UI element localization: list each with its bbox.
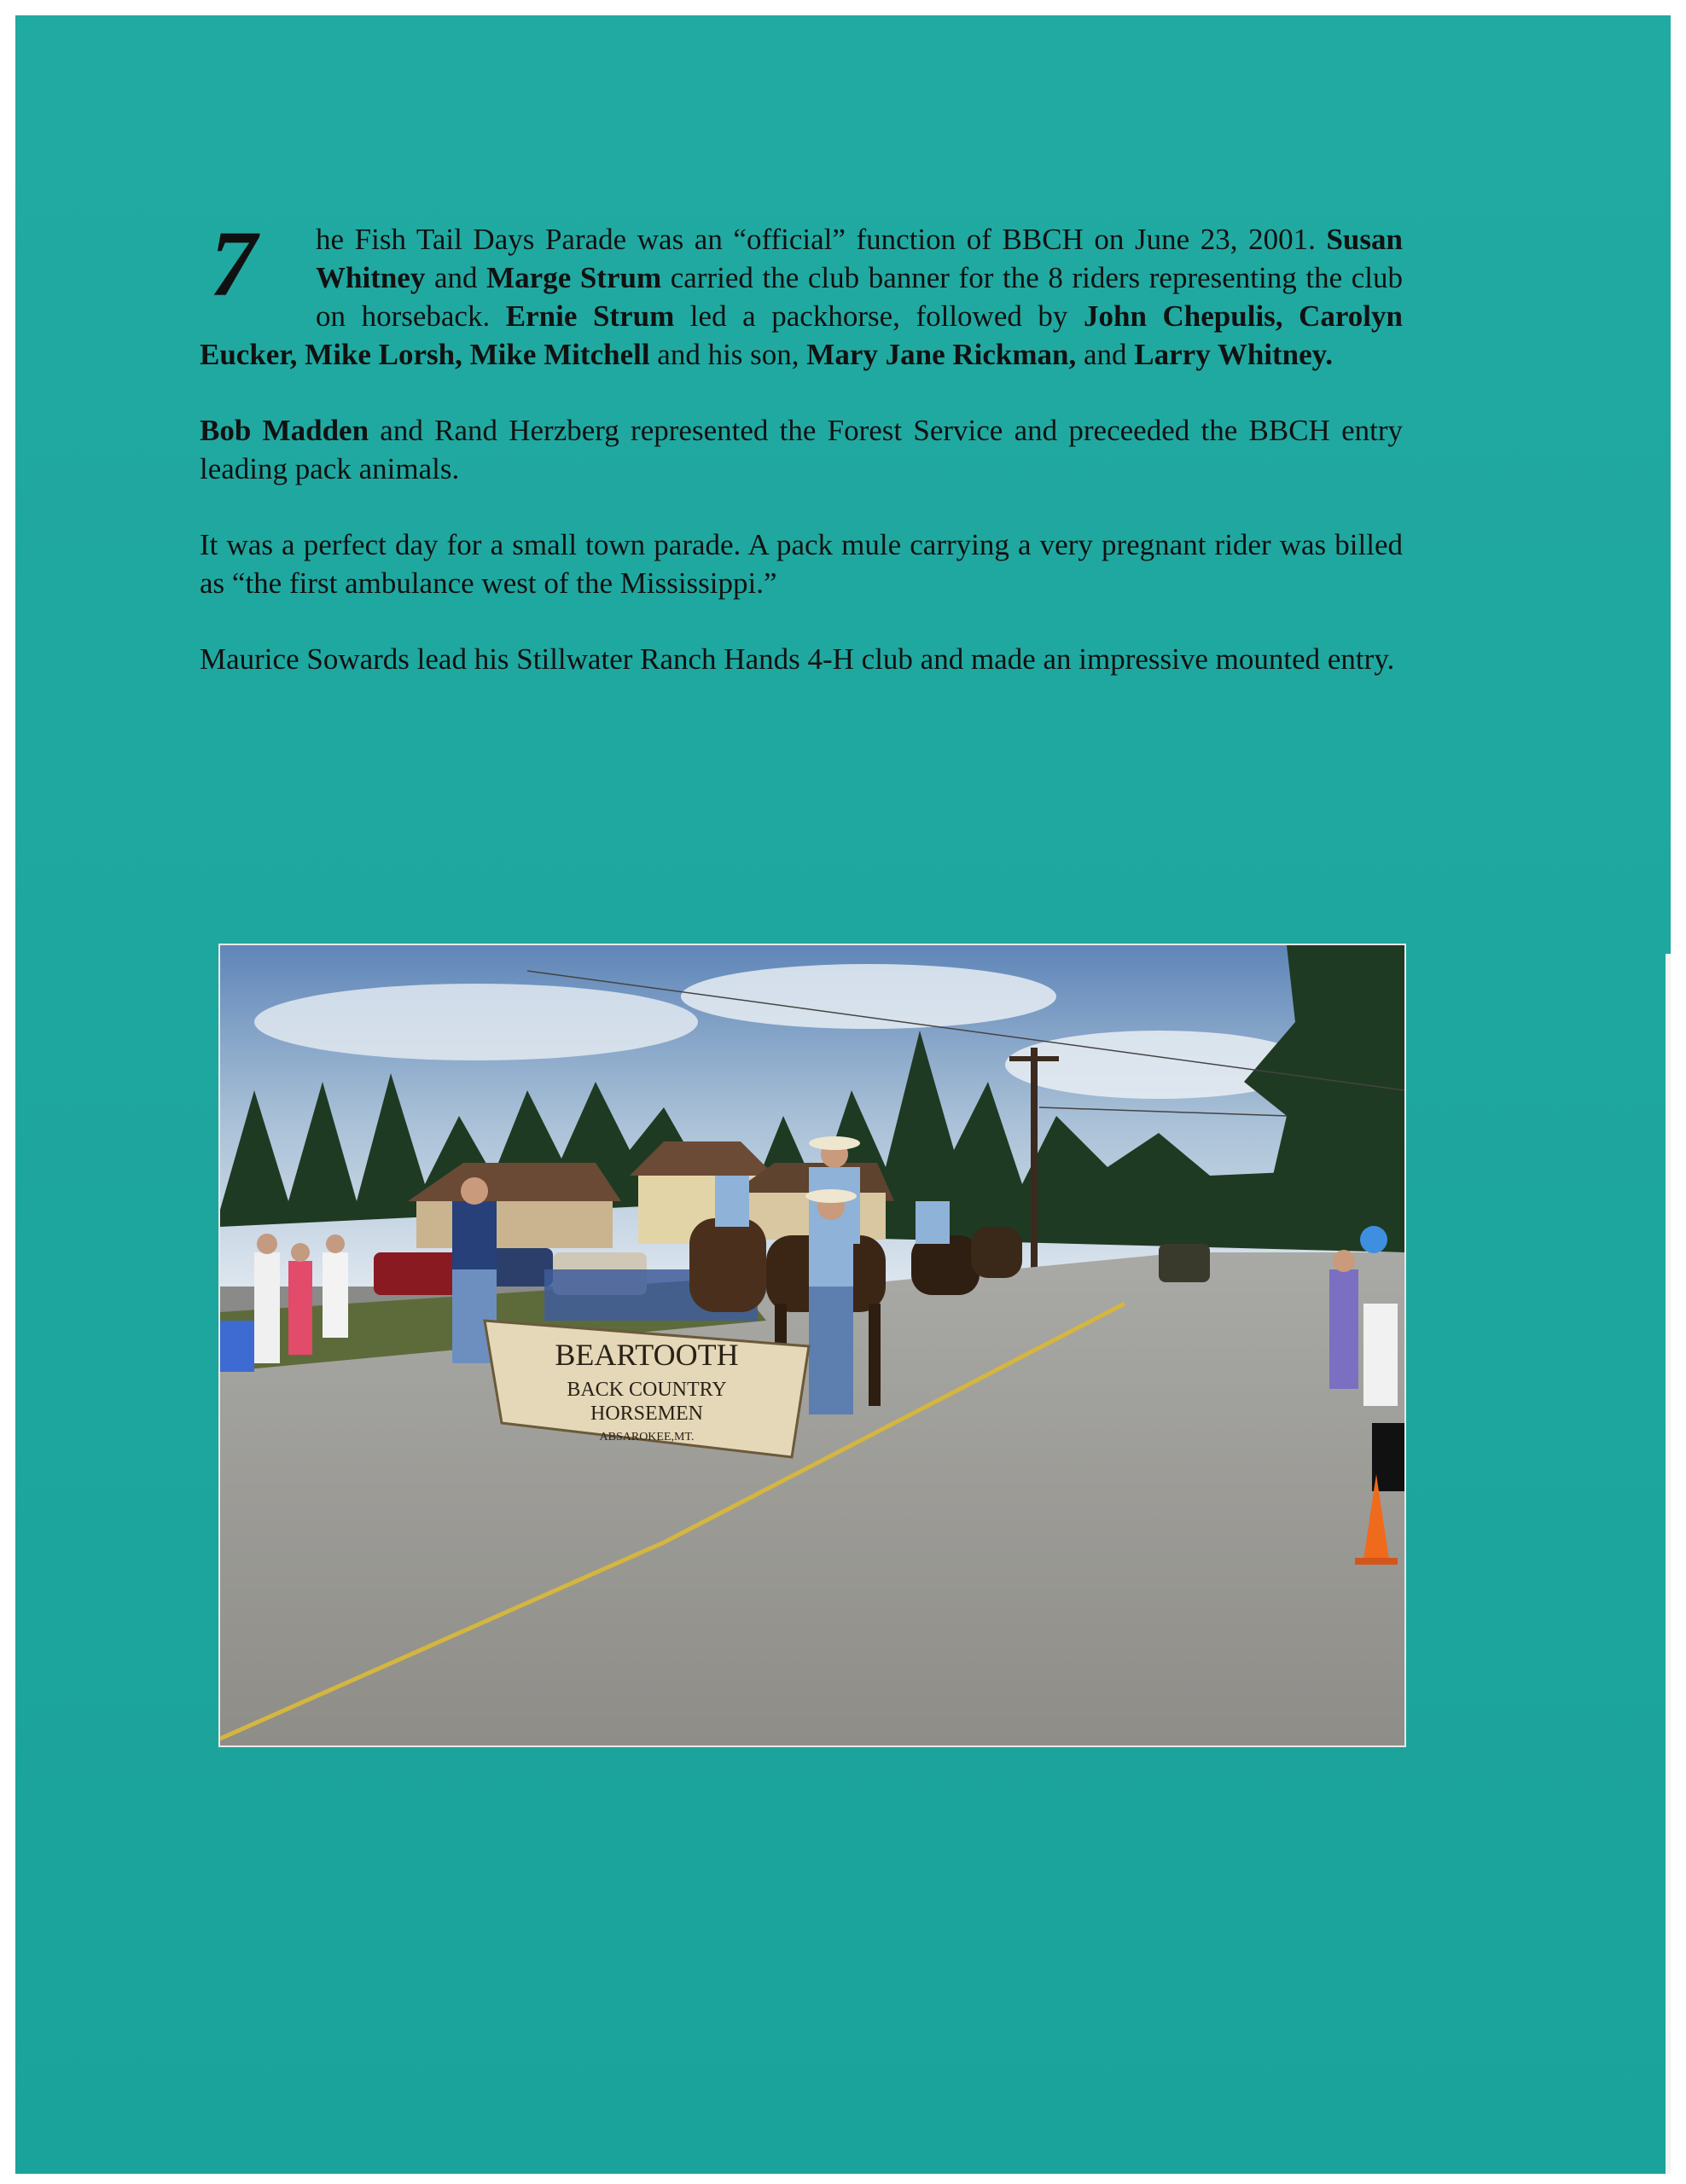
banner-text-2: BACK COUNTRY (567, 1379, 727, 1401)
article-text (200, 212, 1403, 716)
text-run: and (425, 261, 487, 294)
bold-name: John Chepulis, Carolyn Eucker, Mike Lorsh, Mike Mitchell (200, 299, 1403, 371)
banner-text-1: BEARTOOTH (555, 1338, 739, 1372)
cloud (681, 964, 1056, 1029)
paragraph-1 (200, 212, 1403, 374)
paragraph-2-runs (200, 414, 1403, 485)
bold-name: Mary Jane Rickman, (806, 338, 1077, 371)
parade-photo (220, 945, 1404, 1745)
text-run: carried the club banner for the 8 riders representing the club on horseback. (316, 261, 1403, 333)
drop-cap: 7 (210, 212, 257, 316)
banner-text-4: ABSAROKEE,MT. (599, 1431, 695, 1443)
text-run: and (1076, 338, 1135, 371)
text-run: and his son, (649, 338, 807, 371)
text-run: and Rand Herzberg represented the Forest Service and preceeded the BBCH entry leading pack animals. (200, 414, 1403, 485)
text-run: led a packhorse, followed by (674, 299, 1084, 333)
paragraph-4 (200, 640, 1403, 678)
paragraph-3-runs (200, 528, 1403, 600)
text-run: Maurice Sowards lead his Stillwater Ranch Hands 4-H club and made an impressive mounted entry. (200, 642, 1395, 676)
paragraph-2 (200, 411, 1403, 488)
text-run: It was a perfect day for a small town parade. A pack mule carrying a very pregnant rider was billed as “the first ambulance west of the Mississippi.” (200, 528, 1403, 600)
traffic-cone-base (1355, 1558, 1398, 1565)
text-run: he Fish Tail Days Parade was an “official” function of BBCH on June 23, 2001. (316, 223, 1327, 256)
bold-name: Susan Whitney (316, 223, 1403, 294)
bold-name: Larry Whitney. (1134, 338, 1333, 371)
paragraph-1-runs (200, 212, 1403, 371)
page-edge (1666, 954, 1671, 2174)
utility-crossarm (1009, 1056, 1059, 1061)
utility-pole (1031, 1048, 1038, 1269)
banner-text-3: HORSEMEN (590, 1403, 704, 1425)
paragraph-4-runs (200, 642, 1394, 676)
bold-name: Bob Madden (200, 414, 369, 447)
parade-photo-illustration (220, 945, 1404, 1745)
bold-name: Marge Strum (486, 261, 662, 294)
bold-name: Ernie Strum (505, 299, 675, 333)
cloud (254, 984, 698, 1060)
paragraph-3 (200, 526, 1403, 602)
